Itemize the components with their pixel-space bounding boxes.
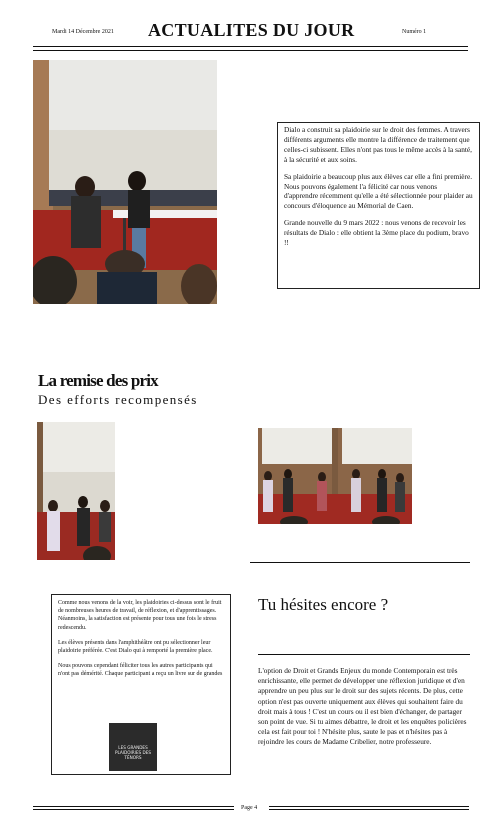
- issue-date: Mardi 14 Décembre 2021: [52, 29, 114, 35]
- footer-rule-right-top: [269, 806, 469, 807]
- photo-classroom-plaidoirie: [33, 60, 217, 304]
- masthead-rule-top: [33, 46, 468, 47]
- photo-book-cover: [109, 723, 157, 771]
- article-dialo-paragraph: Sa plaidoirie a beaucoup plus aux élèves car elle a fini première. Nous pouvons également l'a félicité car nous venons d'apprendre récemment qu'elle a été sélectionnée pour plaider au concours d'éloquence au Mémorial de Caen.: [284, 171, 473, 211]
- page-number: Page 4: [241, 805, 258, 811]
- photo-award-group-two-panels: [258, 428, 412, 524]
- sidebar-title: Tu hésites encore ?: [258, 595, 389, 614]
- issue-number: Numéro 1: [402, 29, 427, 35]
- photo-award-students-standing: [37, 422, 115, 560]
- article-awards-paragraph: Nous pouvons cependant féliciter tous les autres participants qui n'ont pas démérité. Chaque participant a reçu un livre sur de grandes: [58, 663, 223, 678]
- article-dialo-paragraph: Dialo a construit sa plaidoirie sur le droit des femmes. A travers différents arguments elle montre la différence de traitement que celles-ci subissent. Elles n'ont pas tous le même accès à la santé, à la sécurité et aux soins.: [284, 125, 472, 164]
- footer-rule-left-top: [33, 806, 234, 807]
- newspaper-title: ACTUALITES DU JOUR: [148, 20, 355, 40]
- footer-rule-right-bottom: [269, 809, 469, 810]
- masthead-rule-bottom: [33, 50, 468, 51]
- article-dialo-paragraph: Grande nouvelle du 9 mars 2022 : nous venons de recevoir les résultats de Dialo : elle obtient la 3ème place du podium, bravo !!: [284, 218, 469, 248]
- section-heading: La remise des prix: [38, 371, 158, 390]
- footer-rule-left-bottom: [33, 809, 234, 810]
- article-awards-paragraph: Les élèves présents dans l'amphithéâtre ont pu sélectionner leur plaidoirie préférée. C'est Dialo qui à remporté la première place.: [58, 639, 213, 655]
- sidebar-title-rule: [258, 654, 470, 655]
- sidebar-text: L'option de Droit et Grands Enjeux du monde Contemporain est très enrichissante, elle permet de développer une réflexion juridique et d'en apprendre un peu plus sur le droit sur des sujets récents. De plus, cette option n'est pas ouverte uniquement aux élèves qui souhaitent faire du droit mais à tous ! C'est un cours ou il est bien d'échanger, de partager son point de vue. Si tu aimes débattre, le droit et les enquêtes policières cela est fait pour toi ! N'hésite plus, saute le pas et n'hésites pas à rejoindre les cours de Madame Cribelier, notre professeure.: [258, 666, 467, 747]
- section-subheading: Des efforts recompensés: [38, 392, 198, 407]
- article-dialo-box: [277, 122, 480, 289]
- article-awards-paragraph: Comme nous venons de la voir, les plaidoiries ci-dessus sont le fruit de nombreuses heures de travail, de réflexion, et d'apprentissages. Néanmoins, la satisfaction est présente pour tous une fois le stress redescendu.: [58, 600, 222, 631]
- book-cover-title: LES GRANDES PLAIDOIRIES DES TÉNORS: [114, 745, 152, 760]
- sidebar-rule: [250, 562, 470, 563]
